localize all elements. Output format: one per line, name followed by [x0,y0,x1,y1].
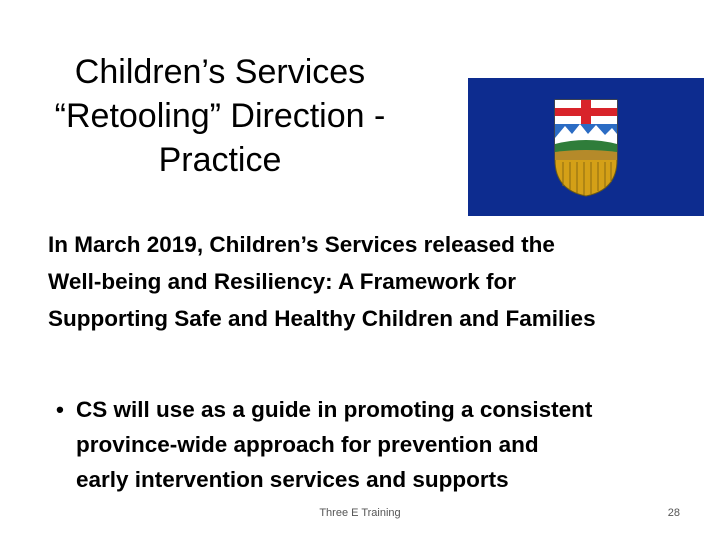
title-line: Practice [158,141,282,179]
intro-line: Supporting Safe and Healthy Children and Families [48,306,596,331]
intro-paragraph [48,226,708,337]
page-number: 28 [667,507,680,519]
bullet-line: CS will use as a guide in promoting a consistent [76,397,593,422]
bullet-icon: • [56,397,64,422]
intro-line: In March 2019, Children’s Services released the [48,232,555,257]
footer-text: Three E Training [319,507,401,519]
title-line: “Retooling” Direction - [54,97,386,135]
bullet-line: province-wide approach for prevention and [76,432,539,457]
alberta-flag-icon [468,78,704,216]
title-line: Children’s Services [74,53,366,91]
intro-line: Well-being and Resiliency: A Framework for [48,269,517,294]
slide-title [10,50,430,182]
bullet-line: early intervention services and supports [76,467,509,492]
